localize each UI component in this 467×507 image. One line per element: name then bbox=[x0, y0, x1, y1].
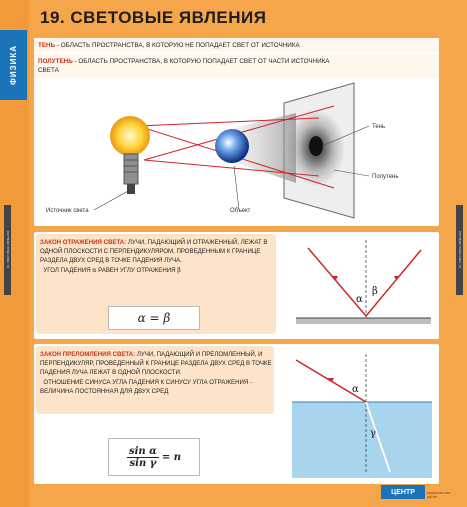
refraction-card bbox=[34, 344, 439, 484]
formula-numerator: sin α bbox=[128, 445, 157, 457]
subject-label: ФИЗИКА bbox=[9, 45, 18, 85]
page-title: 19. СВЕТОВЫЕ ЯВЛЕНИЯ bbox=[40, 8, 267, 27]
shadow-definition: ТЕНЬ - ОБЛАСТЬ ПРОСТРАНСТВА, В КОТОРУЮ НЕ ПОПАДАЕТ СВЕТ ОТ ИСТОЧНИКА bbox=[38, 42, 300, 49]
reflection-law-text: ЗАКОН ОТРАЖЕНИЯ СВЕТА: ЛУЧИ, ПАДАЮЩИЙ И ОТРАЖЕННЫЙ, ЛЕЖАТ В ОДНОЙ ПЛОСКОСТИ С ПЕРПЕНДИКУЛЯРОМ, ПРОВЕДЕННЫМ К ГРАНИЦЕ РАЗДЕЛА ДВУХ СРЕД В ТОЧКЕ ПАДЕНИЯ ЛУЧА. УГОЛ ПАДЕНИЯ α РАВЕН УГЛУ ОТРАЖЕНИЯ β bbox=[40, 239, 268, 274]
label-shadow: Тень bbox=[372, 124, 386, 130]
beta-angle-label: β bbox=[372, 286, 378, 297]
shadow-card bbox=[34, 38, 439, 226]
shadow-area bbox=[309, 136, 323, 156]
penumbra-definition: ПОЛУТЕНЬ - ОБЛАСТЬ ПРОСТРАНСТВА, В КОТОРУЮ ПОПАДАЕТ СВЕТ ОТ ЧАСТИ ИСТОЧНИКА СВЕТА bbox=[38, 58, 330, 74]
shadow-diagram bbox=[34, 78, 439, 226]
reflection-diagram bbox=[286, 236, 436, 336]
publisher-logo: ЦЕНТР bbox=[381, 485, 425, 499]
label-source: Источник света bbox=[46, 208, 89, 214]
refraction-law-text: ЗАКОН ПРЕЛОМЛЕНИЯ СВЕТА: ЛУЧИ, ПАДАЮЩИЙ И ПРЕЛОМЛЕННЫЙ, И ПЕРПЕНДИКУЛЯР, ПРОВЕДЕННЫЙ К ГРАНИЦЕ РАЗДЕЛА ДВУХ СРЕД В ТОЧКЕ ПАДЕНИЯ ЛУЧА ЛЕЖАТ В ОДНОЙ ПЛОСКОСТИ. ОТНОШЕНИЕ СИНУСА УГЛА ПАДЕНИЯ К СИНУСУ УГЛА ОТРАЖЕНИЯ - ВЕЛИЧИНА ПОСТОЯННАЯ ДЛЯ ДВУХ СРЕД bbox=[40, 351, 272, 395]
formula-denominator: sin γ bbox=[129, 457, 157, 469]
refraction-alpha-label: α bbox=[352, 384, 359, 395]
publisher-info: ИЗДАТЕЛЬСТВО ЦЕНТР bbox=[427, 491, 451, 499]
refraction-gamma-label: γ bbox=[370, 428, 376, 439]
reflection-formula: α = β bbox=[108, 306, 200, 330]
label-object: Объект bbox=[230, 208, 251, 214]
alpha-angle-label: α bbox=[356, 294, 363, 305]
refraction-formula bbox=[108, 438, 200, 476]
label-penumbra: Полутень bbox=[372, 174, 399, 180]
light-bulb bbox=[110, 116, 150, 156]
formula-rhs: = n bbox=[161, 451, 182, 463]
refraction-diagram bbox=[286, 350, 436, 478]
side-label-right: 19. СВЕТОВЫЕ ЯВЛЕНИЯ bbox=[456, 205, 463, 295]
side-label-left: 19. СВЕТОВЫЕ ЯВЛЕНИЯ bbox=[4, 205, 11, 295]
object-ball bbox=[215, 129, 249, 163]
reflection-card bbox=[34, 232, 439, 339]
water-medium bbox=[292, 402, 432, 478]
subject-tab bbox=[0, 30, 27, 100]
